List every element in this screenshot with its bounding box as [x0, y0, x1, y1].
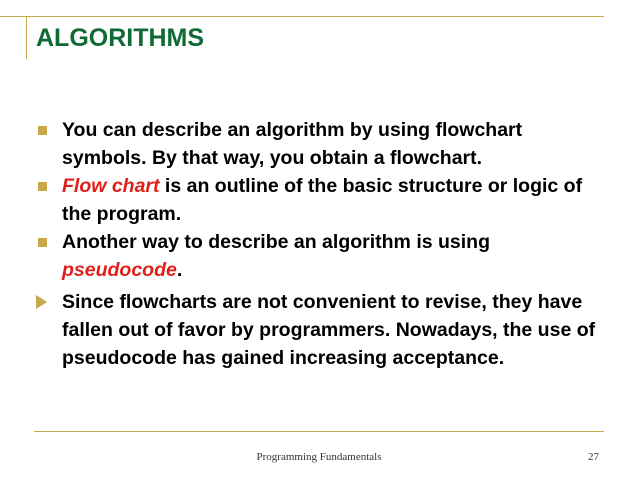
bullet-text: You can describe an algorithm by using flowchart symbols. By that way, you obtain a flowchart.: [62, 119, 523, 169]
flow-chart-highlight: Flow chart: [62, 175, 160, 197]
pseudocode-highlight: pseudocode: [62, 259, 177, 281]
bullet-text-before: Another way to describe an algorithm is using: [62, 231, 490, 253]
top-rule: [0, 16, 604, 17]
slide-title: ALGORITHMS: [36, 24, 205, 52]
square-bullet-icon: [38, 126, 47, 135]
square-bullet-icon: [38, 238, 47, 247]
bullet-text: [62, 172, 602, 228]
left-rule: [26, 17, 27, 59]
footer-course-title: Programming Fundamentals: [256, 451, 382, 463]
bottom-rule: [34, 431, 604, 432]
bullet-text-after: .: [176, 259, 183, 281]
bullet-text: [62, 228, 602, 284]
square-bullet-icon: [38, 182, 47, 191]
bullet-text: Since flowcharts are not convenient to revise, they have fallen out of favor by programmers. Nowadays, the use of pseudocode has gained increasing acceptance.: [62, 291, 596, 369]
bullet-text-after: is an outline of the basic structure or logic of the program.: [62, 175, 583, 225]
arrow-bullet-icon: [36, 295, 47, 309]
footer-page-number: 27: [588, 451, 599, 463]
